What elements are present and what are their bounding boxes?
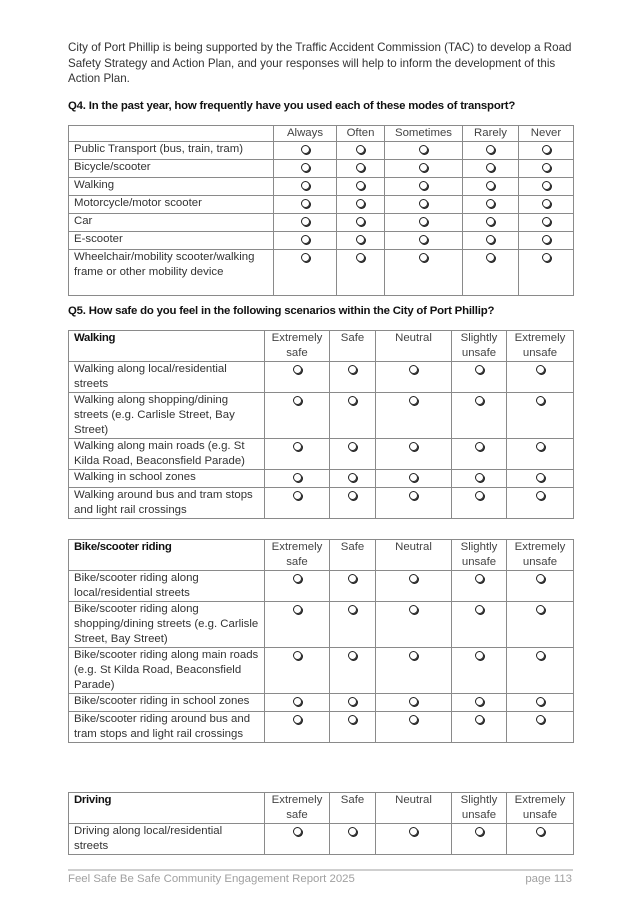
q4-col-header: Sometimes bbox=[385, 126, 463, 142]
row-label: Walking in school zones bbox=[69, 470, 265, 488]
row-label: Wheelchair/mobility scooter/walking frame or other mobility device bbox=[69, 250, 274, 296]
radio-button-icon[interactable] bbox=[536, 715, 545, 724]
radio-button-icon[interactable] bbox=[475, 651, 484, 660]
radio-button-icon[interactable] bbox=[409, 697, 418, 706]
col-header: Extremely safe bbox=[265, 793, 330, 824]
radio-button-icon[interactable] bbox=[486, 199, 495, 208]
table-row bbox=[69, 470, 574, 488]
radio-cell bbox=[507, 362, 574, 393]
radio-button-icon[interactable] bbox=[293, 605, 302, 614]
radio-button-icon[interactable] bbox=[409, 574, 418, 583]
q4-header-row bbox=[69, 126, 574, 142]
radio-button-icon[interactable] bbox=[348, 605, 357, 614]
radio-button-icon[interactable] bbox=[486, 253, 495, 262]
radio-cell bbox=[265, 488, 330, 519]
radio-cell bbox=[330, 571, 376, 602]
radio-button-icon[interactable] bbox=[301, 253, 310, 262]
radio-cell bbox=[385, 250, 463, 296]
radio-button-icon[interactable] bbox=[542, 253, 551, 262]
radio-cell bbox=[507, 439, 574, 470]
row-label: Public Transport (bus, train, tram) bbox=[69, 142, 274, 160]
radio-button-icon[interactable] bbox=[542, 145, 551, 154]
radio-button-icon[interactable] bbox=[348, 827, 357, 836]
radio-button-icon[interactable] bbox=[475, 605, 484, 614]
footer-page-number: page 113 bbox=[525, 873, 572, 885]
radio-button-icon[interactable] bbox=[348, 574, 357, 583]
radio-button-icon[interactable] bbox=[536, 442, 545, 451]
radio-button-icon[interactable] bbox=[348, 442, 357, 451]
radio-button-icon[interactable] bbox=[475, 827, 484, 836]
radio-button-icon[interactable] bbox=[486, 181, 495, 190]
row-label: E-scooter bbox=[69, 232, 274, 250]
q4-question: Q4. In the past year, how frequently have you used each of these modes of transport? bbox=[68, 100, 516, 112]
col-header: Extremely unsafe bbox=[507, 331, 574, 362]
radio-button-icon[interactable] bbox=[419, 253, 428, 262]
q4-frequency-table bbox=[68, 125, 574, 296]
radio-cell bbox=[265, 712, 330, 743]
radio-button-icon[interactable] bbox=[348, 491, 357, 500]
radio-cell bbox=[265, 393, 330, 439]
radio-cell bbox=[385, 178, 463, 196]
radio-button-icon[interactable] bbox=[348, 365, 357, 374]
radio-cell bbox=[376, 488, 452, 519]
radio-cell bbox=[385, 232, 463, 250]
radio-cell bbox=[330, 602, 376, 648]
radio-button-icon[interactable] bbox=[293, 651, 302, 660]
section-title: Walking bbox=[69, 331, 265, 362]
radio-cell bbox=[385, 196, 463, 214]
col-header: Neutral bbox=[376, 793, 452, 824]
radio-cell bbox=[274, 178, 337, 196]
radio-cell bbox=[337, 214, 385, 232]
radio-button-icon[interactable] bbox=[536, 396, 545, 405]
radio-button-icon[interactable] bbox=[536, 697, 545, 706]
table-row bbox=[69, 196, 574, 214]
col-header: Slightly unsafe bbox=[452, 331, 507, 362]
radio-button-icon[interactable] bbox=[409, 365, 418, 374]
row-label: Walking bbox=[69, 178, 274, 196]
radio-button-icon[interactable] bbox=[348, 715, 357, 724]
radio-cell bbox=[376, 470, 452, 488]
radio-cell bbox=[274, 214, 337, 232]
radio-button-icon[interactable] bbox=[542, 235, 551, 244]
radio-cell bbox=[452, 602, 507, 648]
radio-button-icon[interactable] bbox=[419, 217, 428, 226]
radio-cell bbox=[330, 362, 376, 393]
radio-cell bbox=[265, 648, 330, 694]
col-header: Extremely unsafe bbox=[507, 793, 574, 824]
radio-cell bbox=[376, 712, 452, 743]
radio-button-icon[interactable] bbox=[409, 491, 418, 500]
radio-button-icon[interactable] bbox=[475, 396, 484, 405]
radio-cell bbox=[507, 648, 574, 694]
radio-cell bbox=[376, 602, 452, 648]
footer-divider bbox=[68, 869, 573, 871]
radio-cell bbox=[452, 439, 507, 470]
radio-button-icon[interactable] bbox=[348, 697, 357, 706]
radio-cell bbox=[337, 160, 385, 178]
table-row bbox=[69, 250, 574, 296]
table-row bbox=[69, 694, 574, 712]
radio-button-icon[interactable] bbox=[301, 181, 310, 190]
q4-col-header: Never bbox=[519, 126, 574, 142]
section-title: Bike/scooter riding bbox=[69, 540, 265, 571]
radio-button-icon[interactable] bbox=[356, 217, 365, 226]
col-header: Safe bbox=[330, 540, 376, 571]
radio-cell bbox=[463, 142, 519, 160]
radio-button-icon[interactable] bbox=[475, 473, 484, 482]
radio-cell bbox=[452, 571, 507, 602]
radio-cell bbox=[330, 393, 376, 439]
col-header: Slightly unsafe bbox=[452, 540, 507, 571]
q4-col-header: Rarely bbox=[463, 126, 519, 142]
radio-button-icon[interactable] bbox=[293, 715, 302, 724]
footer-report-title: Feel Safe Be Safe Community Engagement Report 2025 bbox=[68, 873, 355, 885]
radio-cell bbox=[519, 196, 574, 214]
table-row bbox=[69, 824, 574, 855]
radio-cell bbox=[385, 214, 463, 232]
radio-cell bbox=[519, 232, 574, 250]
radio-cell bbox=[463, 178, 519, 196]
radio-button-icon[interactable] bbox=[293, 442, 302, 451]
radio-button-icon[interactable] bbox=[293, 491, 302, 500]
radio-cell bbox=[519, 250, 574, 296]
col-header: Neutral bbox=[376, 540, 452, 571]
radio-cell bbox=[452, 694, 507, 712]
table-row bbox=[69, 178, 574, 196]
radio-cell bbox=[330, 824, 376, 855]
row-label: Walking along main roads (e.g. St Kilda Road, Beaconsfield Parade) bbox=[69, 439, 265, 470]
radio-button-icon[interactable] bbox=[542, 199, 551, 208]
radio-cell bbox=[376, 694, 452, 712]
radio-button-icon[interactable] bbox=[348, 396, 357, 405]
radio-cell bbox=[265, 824, 330, 855]
table-row bbox=[69, 439, 574, 470]
radio-cell bbox=[265, 571, 330, 602]
table-row bbox=[69, 712, 574, 743]
radio-button-icon[interactable] bbox=[356, 199, 365, 208]
radio-button-icon[interactable] bbox=[475, 574, 484, 583]
radio-cell bbox=[463, 214, 519, 232]
radio-cell bbox=[507, 571, 574, 602]
row-label: Walking along shopping/dining streets (e.g. Carlisle Street, Bay Street) bbox=[69, 393, 265, 439]
row-label: Walking around bus and tram stops and light rail crossings bbox=[69, 488, 265, 519]
radio-button-icon[interactable] bbox=[419, 235, 428, 244]
radio-button-icon[interactable] bbox=[486, 217, 495, 226]
row-label: Walking along local/residential streets bbox=[69, 362, 265, 393]
radio-button-icon[interactable] bbox=[475, 442, 484, 451]
radio-button-icon[interactable] bbox=[486, 235, 495, 244]
row-label: Driving along local/residential streets bbox=[69, 824, 265, 855]
radio-cell bbox=[274, 250, 337, 296]
radio-button-icon[interactable] bbox=[356, 253, 365, 262]
radio-button-icon[interactable] bbox=[419, 145, 428, 154]
col-header: Neutral bbox=[376, 331, 452, 362]
radio-cell bbox=[507, 712, 574, 743]
radio-cell bbox=[507, 393, 574, 439]
q4-corner-cell bbox=[69, 126, 274, 142]
radio-cell bbox=[337, 178, 385, 196]
radio-button-icon[interactable] bbox=[419, 163, 428, 172]
radio-cell bbox=[337, 250, 385, 296]
q5-question: Q5. How safe do you feel in the following scenarios within the City of Port Phillip? bbox=[68, 305, 495, 317]
radio-cell bbox=[337, 232, 385, 250]
radio-button-icon[interactable] bbox=[293, 365, 302, 374]
radio-cell bbox=[519, 214, 574, 232]
radio-cell bbox=[330, 694, 376, 712]
radio-button-icon[interactable] bbox=[419, 181, 428, 190]
radio-cell bbox=[274, 196, 337, 214]
radio-cell bbox=[376, 393, 452, 439]
radio-cell bbox=[265, 602, 330, 648]
radio-button-icon[interactable] bbox=[348, 473, 357, 482]
q5-table-driving bbox=[68, 792, 574, 855]
row-label: Bike/scooter riding in school zones bbox=[69, 694, 265, 712]
radio-button-icon[interactable] bbox=[293, 473, 302, 482]
radio-cell bbox=[330, 488, 376, 519]
radio-button-icon[interactable] bbox=[475, 715, 484, 724]
table-row bbox=[69, 571, 574, 602]
radio-cell bbox=[463, 232, 519, 250]
radio-cell bbox=[452, 393, 507, 439]
radio-cell bbox=[337, 142, 385, 160]
radio-cell bbox=[507, 824, 574, 855]
radio-button-icon[interactable] bbox=[293, 396, 302, 405]
radio-button-icon[interactable] bbox=[301, 163, 310, 172]
radio-button-icon[interactable] bbox=[301, 145, 310, 154]
radio-cell bbox=[376, 648, 452, 694]
radio-button-icon[interactable] bbox=[356, 181, 365, 190]
col-header: Slightly unsafe bbox=[452, 793, 507, 824]
radio-cell bbox=[519, 160, 574, 178]
radio-cell bbox=[452, 362, 507, 393]
radio-button-icon[interactable] bbox=[536, 574, 545, 583]
row-label: Bike/scooter riding along main roads (e.g. St Kilda Road, Beaconsfield Parade) bbox=[69, 648, 265, 694]
radio-cell bbox=[376, 439, 452, 470]
radio-cell bbox=[330, 712, 376, 743]
radio-cell bbox=[337, 196, 385, 214]
table-row bbox=[69, 648, 574, 694]
radio-button-icon[interactable] bbox=[542, 217, 551, 226]
radio-cell bbox=[463, 160, 519, 178]
radio-cell bbox=[376, 362, 452, 393]
radio-button-icon[interactable] bbox=[542, 163, 551, 172]
col-header: Safe bbox=[330, 793, 376, 824]
q5-table-walking bbox=[68, 330, 574, 519]
radio-cell bbox=[265, 439, 330, 470]
radio-button-icon[interactable] bbox=[409, 396, 418, 405]
radio-cell bbox=[265, 694, 330, 712]
radio-button-icon[interactable] bbox=[301, 217, 310, 226]
col-header: Extremely safe bbox=[265, 540, 330, 571]
radio-button-icon[interactable] bbox=[409, 651, 418, 660]
col-header: Safe bbox=[330, 331, 376, 362]
row-label: Bike/scooter riding along local/residential streets bbox=[69, 571, 265, 602]
radio-button-icon[interactable] bbox=[486, 163, 495, 172]
row-label: Bike/scooter riding around bus and tram stops and light rail crossings bbox=[69, 712, 265, 743]
radio-button-icon[interactable] bbox=[542, 181, 551, 190]
radio-cell bbox=[463, 250, 519, 296]
radio-cell bbox=[330, 439, 376, 470]
row-label: Car bbox=[69, 214, 274, 232]
radio-button-icon[interactable] bbox=[419, 199, 428, 208]
table-row bbox=[69, 362, 574, 393]
radio-cell bbox=[265, 470, 330, 488]
intro-paragraph: City of Port Phillip is being supported by the Traffic Accident Commission (TAC) to develop a Road Safety Strategy and Action Plan, and your responses will help to inform the development of this Action Plan. bbox=[68, 41, 572, 85]
table-row bbox=[69, 160, 574, 178]
section-title: Driving bbox=[69, 793, 265, 824]
radio-button-icon[interactable] bbox=[348, 651, 357, 660]
radio-cell bbox=[274, 160, 337, 178]
radio-cell bbox=[274, 142, 337, 160]
radio-button-icon[interactable] bbox=[301, 199, 310, 208]
radio-button-icon[interactable] bbox=[409, 827, 418, 836]
table-row bbox=[69, 393, 574, 439]
radio-cell bbox=[452, 712, 507, 743]
table-row bbox=[69, 602, 574, 648]
row-label: Bike/scooter riding along shopping/dining streets (e.g. Carlisle Street, Bay Street) bbox=[69, 602, 265, 648]
radio-button-icon[interactable] bbox=[409, 473, 418, 482]
radio-button-icon[interactable] bbox=[409, 605, 418, 614]
radio-cell bbox=[330, 648, 376, 694]
radio-cell bbox=[452, 648, 507, 694]
radio-cell bbox=[507, 470, 574, 488]
radio-cell bbox=[507, 488, 574, 519]
col-header: Extremely safe bbox=[265, 331, 330, 362]
row-label: Motorcycle/motor scooter bbox=[69, 196, 274, 214]
table-row bbox=[69, 488, 574, 519]
radio-cell bbox=[452, 824, 507, 855]
radio-button-icon[interactable] bbox=[356, 163, 365, 172]
radio-button-icon[interactable] bbox=[536, 605, 545, 614]
radio-button-icon[interactable] bbox=[475, 365, 484, 374]
radio-button-icon[interactable] bbox=[475, 491, 484, 500]
radio-cell bbox=[452, 488, 507, 519]
radio-cell bbox=[463, 196, 519, 214]
q5-table-bike-scooter-riding bbox=[68, 539, 574, 743]
header-row bbox=[69, 540, 574, 571]
radio-cell bbox=[452, 470, 507, 488]
radio-button-icon[interactable] bbox=[356, 235, 365, 244]
table-row bbox=[69, 232, 574, 250]
radio-button-icon[interactable] bbox=[301, 235, 310, 244]
radio-cell bbox=[385, 160, 463, 178]
radio-button-icon[interactable] bbox=[409, 715, 418, 724]
radio-cell bbox=[330, 470, 376, 488]
radio-button-icon[interactable] bbox=[486, 145, 495, 154]
radio-cell bbox=[519, 142, 574, 160]
radio-button-icon[interactable] bbox=[536, 491, 545, 500]
row-label: Bicycle/scooter bbox=[69, 160, 274, 178]
header-row bbox=[69, 331, 574, 362]
col-header: Extremely unsafe bbox=[507, 540, 574, 571]
radio-cell bbox=[274, 232, 337, 250]
radio-button-icon[interactable] bbox=[536, 827, 545, 836]
q4-col-header: Often bbox=[337, 126, 385, 142]
radio-button-icon[interactable] bbox=[293, 697, 302, 706]
radio-button-icon[interactable] bbox=[536, 651, 545, 660]
radio-cell bbox=[507, 602, 574, 648]
radio-cell bbox=[519, 178, 574, 196]
radio-cell bbox=[507, 694, 574, 712]
radio-button-icon[interactable] bbox=[293, 827, 302, 836]
radio-cell bbox=[265, 362, 330, 393]
radio-cell bbox=[376, 571, 452, 602]
radio-button-icon[interactable] bbox=[356, 145, 365, 154]
table-row bbox=[69, 214, 574, 232]
q4-col-header: Always bbox=[274, 126, 337, 142]
radio-button-icon[interactable] bbox=[409, 442, 418, 451]
radio-button-icon[interactable] bbox=[536, 365, 545, 374]
radio-cell bbox=[385, 142, 463, 160]
radio-cell bbox=[376, 824, 452, 855]
table-row bbox=[69, 142, 574, 160]
radio-button-icon[interactable] bbox=[536, 473, 545, 482]
radio-button-icon[interactable] bbox=[293, 574, 302, 583]
header-row bbox=[69, 793, 574, 824]
radio-button-icon[interactable] bbox=[475, 697, 484, 706]
